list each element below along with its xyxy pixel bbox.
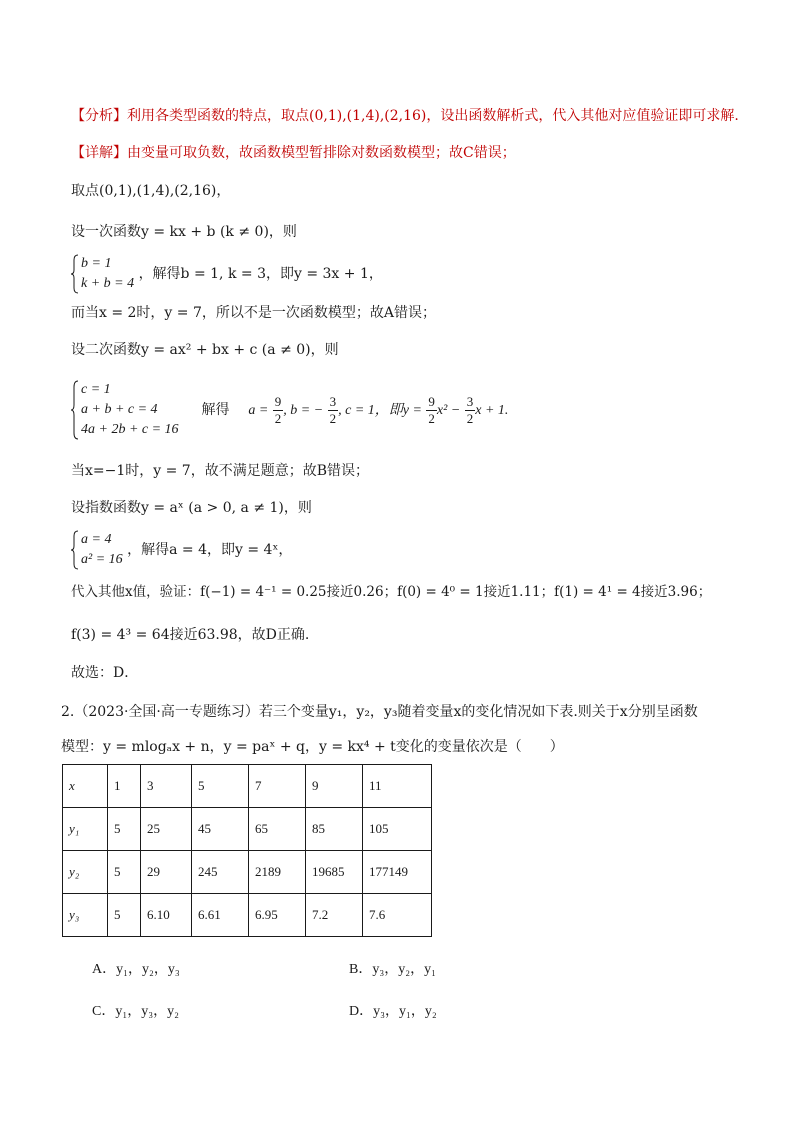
table-cell: 5 [108, 894, 141, 937]
fraction-y1-denominator: 2 [428, 410, 435, 426]
option-d[interactable]: D．y₃，y₁，y₂ [349, 1004, 437, 1019]
table-cell: 11 [363, 765, 432, 808]
exponential-eq-1: a = 4 [81, 532, 112, 547]
detail-tag: 【详解】 [71, 145, 127, 161]
table-cell: 7.6 [363, 894, 432, 937]
linear-intro: 设一次函数y = kx + b (k ≠ 0)，则 [71, 224, 297, 240]
question2-line1: 2.（2023·全国·高一专题练习）若三个变量y₁，y₂，y₃随着变量x的变化情况如下表.则关于x分别呈函数 [61, 704, 698, 720]
fraction-y2 [465, 394, 476, 427]
quadratic-check: 当x=−1时，y = 7，故不满足题意；故B错误； [71, 463, 369, 479]
option-a[interactable]: A．y₁，y₂，y₃ [92, 962, 180, 977]
table-cell: 85 [306, 808, 363, 851]
table-cell: 25 [141, 808, 192, 851]
quadratic-solve-a: a = [248, 403, 269, 418]
exponential-verify-1: 代入其他x值，验证：f(−1) = 4⁻¹ = 0.25接近0.26；f(0) = 4⁰ = 1接近1.11；f(1) = 4¹ = 4接近3.96； [71, 584, 712, 600]
linear-eq-1: b = 1 [81, 256, 112, 271]
table-cell: y₃ [63, 894, 108, 937]
exponential-verify-2: f(3) = 4³ = 64接近63.98，故D正确. [71, 627, 310, 643]
table-row [63, 894, 432, 937]
table-cell: 2189 [249, 851, 306, 894]
table-row [63, 851, 432, 894]
table-cell: 6.10 [141, 894, 192, 937]
analysis-text: 利用各类型函数的特点，取点(0,1),(1,4),(2,16)，设出函数解析式，代入其他对应值验证即可求解. [127, 108, 739, 124]
table-cell: y₁ [63, 808, 108, 851]
quadratic-solve-b: , b = − [283, 403, 324, 418]
quadratic-eq-1: c = 1 [81, 382, 111, 397]
quadratic-intro: 设二次函数y = ax² + bx + c (a ≠ 0)，则 [71, 342, 339, 358]
table-cell: 45 [192, 808, 249, 851]
linear-equation-system [71, 254, 134, 294]
quadratic-eq-2: a + b + c = 4 [81, 402, 158, 417]
question2-line2: 模型：y = mlogₐx + n，y = paˣ + q，y = kx⁴ + t变化的变量依次是（ ） [61, 739, 564, 755]
table-cell: x [63, 765, 108, 808]
fraction-a-numerator: 9 [274, 393, 282, 409]
table-cell: 245 [192, 851, 249, 894]
fraction-y2-denominator: 2 [466, 410, 474, 426]
linear-eq-2: k + b = 4 [81, 276, 135, 291]
quadratic-solve-c: , c = 1，即y = [338, 403, 422, 418]
linear-system-line [71, 254, 383, 294]
analysis-line [71, 106, 739, 126]
table-cell: 3 [141, 765, 192, 808]
table-row [63, 808, 432, 851]
table-cell: y₂ [63, 851, 108, 894]
table-cell: 5 [108, 851, 141, 894]
fraction-b [328, 394, 339, 427]
answer-line: 故选：D． [71, 665, 139, 681]
exponential-intro: 设指数函数y = aˣ (a > 0, a ≠ 1)，则 [71, 500, 312, 516]
table-cell: 29 [141, 851, 192, 894]
quadratic-system-line [71, 380, 508, 440]
brace-icon [71, 254, 79, 294]
table-cell: 65 [249, 808, 306, 851]
linear-solve: ，解得b = 1, k = 3，即y = 3x + 1， [138, 266, 383, 282]
exponential-eq-2: a² = 16 [81, 552, 123, 567]
table-cell: 7.2 [306, 894, 363, 937]
exponential-system-line [71, 530, 292, 570]
table-cell: 6.95 [249, 894, 306, 937]
fraction-y1 [426, 394, 437, 427]
fraction-b-denominator: 2 [329, 410, 337, 426]
table-cell: 7 [249, 765, 306, 808]
points-line: 取点(0,1),(1,4),(2,16)， [71, 183, 231, 199]
linear-check: 而当x = 2时，y = 7，所以不是一次函数模型；故A错误； [71, 305, 436, 321]
table-row [63, 765, 432, 808]
table-cell: 177149 [363, 851, 432, 894]
exponential-solve: ，解得a = 4，即y = 4ˣ， [127, 542, 293, 558]
variable-table [62, 764, 432, 937]
quadratic-tail: x + 1. [475, 403, 509, 418]
table-cell: 6.61 [192, 894, 249, 937]
table-cell: 1 [108, 765, 141, 808]
table-cell: 5 [108, 808, 141, 851]
detail-text: 由变量可取负数，故函数模型暂排除对数函数模型；故C错误； [127, 145, 516, 161]
option-b[interactable]: B．y₃，y₂，y₁ [349, 962, 436, 977]
detail-line [71, 143, 516, 163]
table-cell: 9 [306, 765, 363, 808]
table-cell: 5 [192, 765, 249, 808]
option-c[interactable]: C．y₁，y₃，y₂ [92, 1004, 179, 1019]
analysis-tag: 【分析】 [71, 108, 127, 124]
fraction-y1-numerator: 9 [428, 393, 435, 409]
table-cell: 19685 [306, 851, 363, 894]
brace-icon [71, 380, 79, 440]
fraction-a [273, 394, 284, 427]
quadratic-eq-3: 4a + 2b + c = 16 [81, 422, 179, 437]
exponential-equation-system [71, 530, 123, 570]
brace-icon [71, 530, 79, 570]
quadratic-equation-system [71, 380, 179, 440]
fraction-a-denominator: 2 [274, 410, 282, 426]
table-cell: 105 [363, 808, 432, 851]
fraction-b-numerator: 3 [329, 393, 337, 409]
quadratic-solve-word: 解得 [201, 402, 230, 418]
quadratic-mid: x² − [436, 403, 461, 418]
fraction-y2-numerator: 3 [466, 393, 474, 409]
